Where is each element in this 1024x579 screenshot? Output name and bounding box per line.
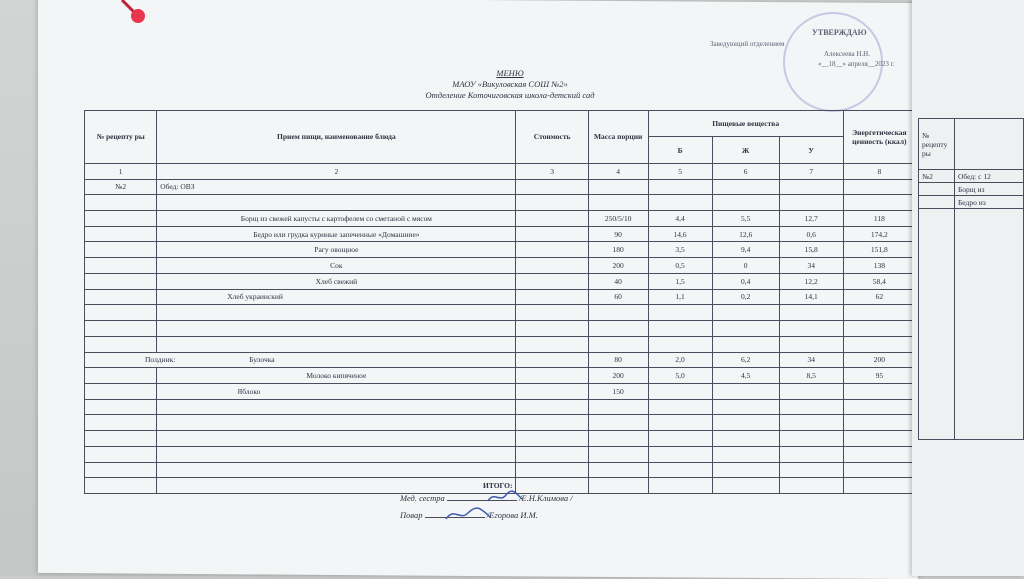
cook-signature — [444, 505, 494, 523]
table-row — [85, 446, 916, 462]
dish-fat: 9,4 — [712, 242, 779, 258]
col-number: 3 — [516, 163, 588, 179]
dish-fat: 0 — [712, 258, 779, 274]
dish-carbs: 34 — [779, 258, 843, 274]
menu-header — [300, 68, 720, 101]
dish-protein: 4,4 — [648, 211, 712, 227]
table-row — [85, 336, 916, 352]
table-row — [85, 321, 916, 337]
approval-label: Заведующий отделением — [710, 40, 785, 48]
day-number: №2 — [85, 179, 157, 195]
nurse-signature — [486, 489, 526, 505]
table-row — [85, 462, 916, 478]
nurse-name: /Е.Н.Климова / — [519, 493, 573, 503]
dish-name: Рагу овощное — [157, 242, 516, 258]
header-mass: Масса порции — [588, 111, 648, 164]
round-stamp — [783, 12, 883, 112]
dish-energy: 58,4 — [843, 273, 915, 289]
header-dish-name: Прием пищи, наименование блюда — [157, 111, 516, 164]
dish-mass: 40 — [588, 273, 648, 289]
table-row — [85, 211, 916, 227]
col-number: 1 — [85, 163, 157, 179]
table-row — [85, 242, 916, 258]
dish-name: Яблоко — [157, 383, 516, 399]
meal-title: Обед: ОВЗ — [157, 179, 516, 195]
table-row — [85, 399, 916, 415]
dish-carbs: 34 — [779, 352, 843, 368]
branch-name: Отделение Коточиговская школа-детский сад — [425, 90, 595, 100]
cook-name: /Егорова И.М. — [486, 510, 538, 520]
dish-protein: 3,5 — [648, 242, 712, 258]
second-dish-name: Бедро из — [955, 196, 1024, 209]
dish-protein: 0,5 — [648, 258, 712, 274]
menu-table — [84, 110, 916, 494]
dish-mass: 250/5/10 — [588, 211, 648, 227]
second-dish-name: Борщ из — [955, 183, 1024, 196]
table-row — [85, 352, 916, 368]
dish-protein: 1,1 — [648, 289, 712, 305]
cook-label: Повар — [400, 510, 423, 520]
col-number: 5 — [648, 163, 712, 179]
table-row — [85, 289, 916, 305]
dish-name: Бедро или грудка куриные запеченные «Домашние» — [157, 226, 516, 242]
header-protein: Б — [648, 137, 712, 163]
table-row — [85, 368, 916, 384]
dish-carbs: 8,5 — [779, 368, 843, 384]
approval-title: УТВЕРЖДАЮ — [812, 28, 867, 37]
dish-carbs: 15,8 — [779, 242, 843, 258]
dish-energy: 174,2 — [843, 226, 915, 242]
dish-protein: 2,0 — [648, 352, 712, 368]
dish-name: Хлеб свежий — [157, 273, 516, 289]
header-cost: Стоимость — [516, 111, 588, 164]
col-number: 7 — [779, 163, 843, 179]
dish-energy: 95 — [843, 368, 915, 384]
dish-name: Молоко кипяченое — [157, 368, 516, 384]
col-number: 8 — [843, 163, 915, 179]
approval-name: Алексеева Н.Н. — [824, 50, 870, 58]
dish-energy: 200 — [843, 352, 915, 368]
dish-fat: 0,2 — [712, 289, 779, 305]
header-carbs: У — [779, 137, 843, 163]
dish-name: Булочка — [249, 355, 275, 365]
dish-mass: 80 — [588, 352, 648, 368]
total-label: ИТОГО: — [157, 478, 516, 494]
dish-name: Сок — [157, 258, 516, 274]
dish-fat: 6,2 — [712, 352, 779, 368]
col-number: 6 — [712, 163, 779, 179]
nurse-label: Мед. сестра — [400, 493, 445, 503]
dish-energy: 138 — [843, 258, 915, 274]
dish-carbs: 12,2 — [779, 273, 843, 289]
dish-mass: 90 — [588, 226, 648, 242]
second-header-recipe-num: № рецепту ры — [919, 119, 955, 170]
table-row — [85, 195, 916, 211]
table-row — [85, 273, 916, 289]
table-row — [85, 226, 916, 242]
header-recipe-num: № рецепту ры — [85, 111, 157, 164]
dish-protein: 1,5 — [648, 273, 712, 289]
dish-mass: 150 — [588, 383, 648, 399]
table-row — [85, 179, 916, 195]
dish-mass: 200 — [588, 368, 648, 384]
dish-mass: 60 — [588, 289, 648, 305]
header-fat: Ж — [712, 137, 779, 163]
dish-energy: 151,8 — [843, 242, 915, 258]
dish-mass: 180 — [588, 242, 648, 258]
second-menu-sheet — [912, 0, 1024, 576]
dish-fat: 0,4 — [712, 273, 779, 289]
second-day-number: №2 — [919, 170, 955, 183]
dish-mass: 200 — [588, 258, 648, 274]
col-number: 4 — [588, 163, 648, 179]
push-pin-icon — [118, 0, 148, 26]
snack-label: Полдник: — [145, 355, 176, 365]
table-row — [85, 258, 916, 274]
header-energy: Энергетическая ценность (ккал) — [843, 111, 915, 164]
approval-date: «__18__» апреля__2023 г. — [818, 60, 895, 68]
dish-fat: 12,6 — [712, 226, 779, 242]
table-row — [85, 415, 916, 431]
dish-fat: 4,5 — [712, 368, 779, 384]
column-number-row — [85, 163, 916, 179]
dish-carbs: 12,7 — [779, 211, 843, 227]
dish-protein: 14,6 — [648, 226, 712, 242]
dish-name: Хлеб украинский — [157, 289, 516, 305]
header-nutrients: Пищевые вещества — [648, 111, 843, 137]
dish-name: Борщ из свежей капусты с картофелем со сметаной с мясом — [157, 211, 516, 227]
col-number: 2 — [157, 163, 516, 179]
second-meal-title: Обед: с 12 — [955, 170, 1024, 183]
table-row — [85, 305, 916, 321]
dish-protein: 5,0 — [648, 368, 712, 384]
signatures — [400, 493, 573, 527]
second-sheet-table — [918, 118, 1024, 440]
dish-energy: 118 — [843, 211, 915, 227]
table-row — [85, 383, 916, 399]
dish-carbs: 0,6 — [779, 226, 843, 242]
menu-title: МЕНЮ — [496, 68, 524, 78]
dish-energy: 62 — [843, 289, 915, 305]
dish-fat: 5,5 — [712, 211, 779, 227]
table-row — [85, 431, 916, 447]
dish-carbs: 14,1 — [779, 289, 843, 305]
school-name: МАОУ «Викуловская СОШ №2» — [452, 79, 568, 89]
